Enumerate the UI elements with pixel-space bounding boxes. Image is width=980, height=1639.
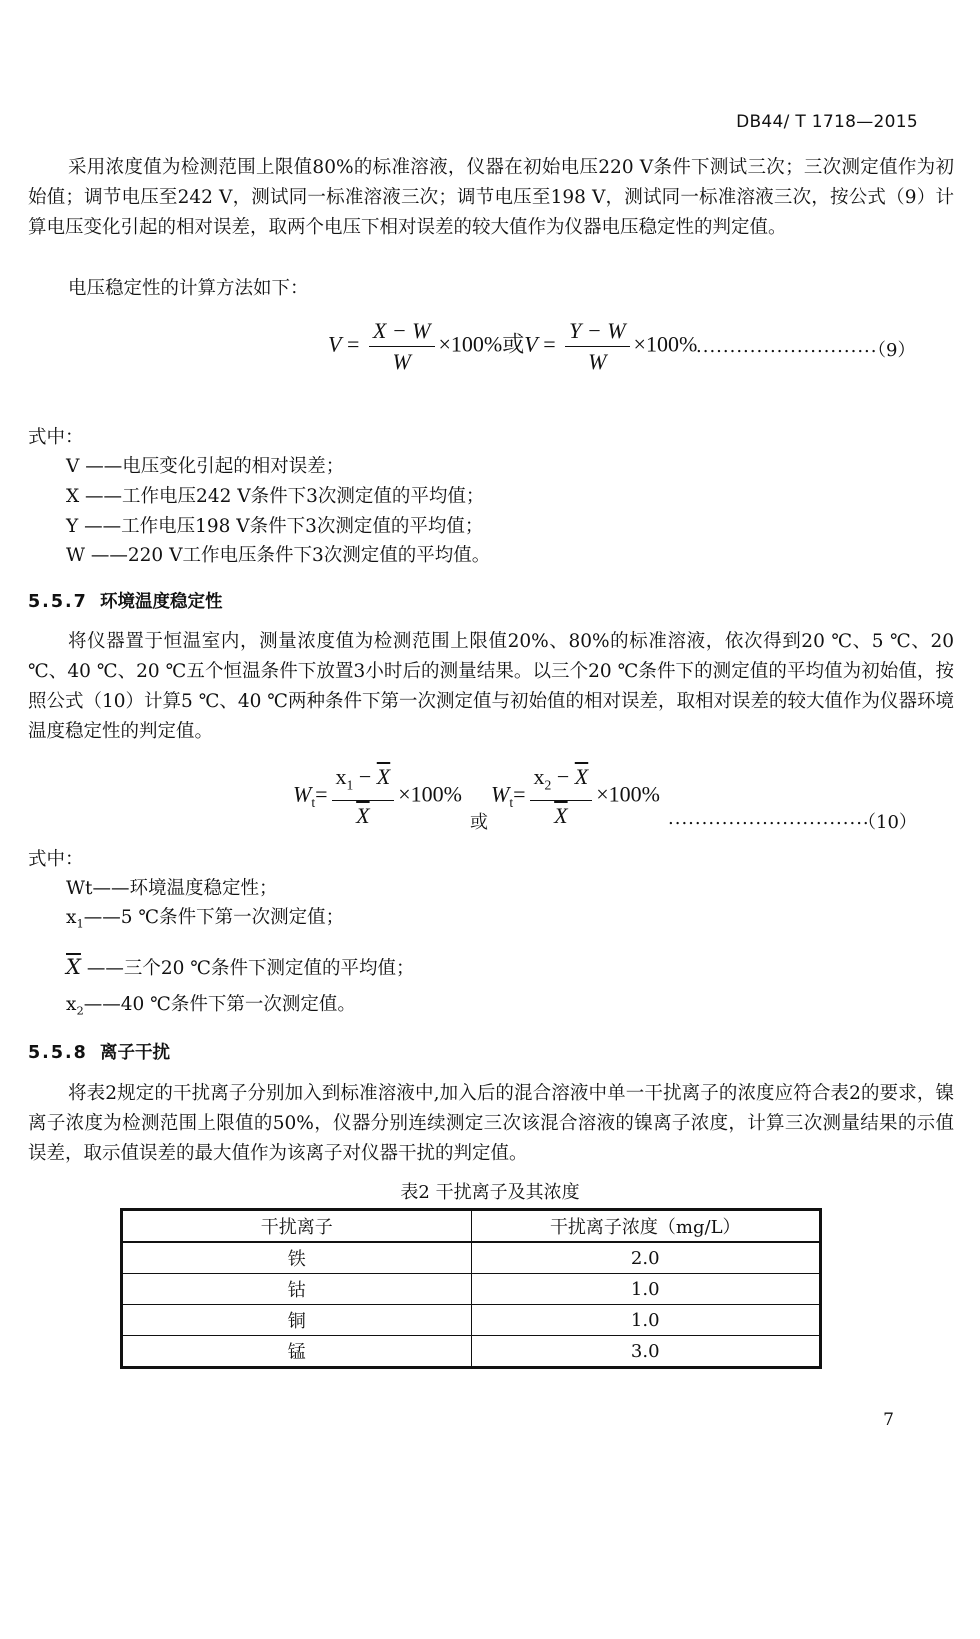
- formula-9-fraction-2: [565, 318, 629, 375]
- formula-9-percent-1: ×100%: [438, 331, 503, 357]
- formula-9-denominator-1: W: [392, 349, 411, 374]
- section-heading-558: [28, 1039, 170, 1064]
- temperature-stability-paragraph: 将仪器置于恒温室内，测量浓度值为检测范围上限值20%、80%的标准溶液，依次得到20 ℃、5 ℃、20 ℃、40 ℃、20 ℃五个恒温条件下放置3小时后的测量结果。以三个20 ℃条件下的测定值的平均值为初始值，按照公式（10）计算5 ℃、40 ℃两种条件下第一次测定值与初始值的相对误差，取相对误差的较大值作为仪器环境温度稳定性的判定值。: [28, 631, 955, 742]
- table-row: [122, 1305, 821, 1336]
- definition-x1: [66, 903, 344, 939]
- section-title-558: 离子干扰: [100, 1043, 170, 1063]
- formula-10-percent-1: ×100%: [398, 781, 462, 807]
- table-cell-ion: 铁: [122, 1242, 472, 1274]
- formula-10-lhs-2: W: [491, 781, 510, 807]
- formula-10-xbar-num-1: $\overline{X}$: [376, 764, 391, 789]
- table-header-concentration: 干扰离子浓度（mg/L）: [471, 1210, 821, 1243]
- definition-x2-text: ——40 ℃条件下第一次测定值。: [83, 994, 356, 1015]
- table-cell-ion: 钴: [122, 1274, 472, 1305]
- formula-10-denominator-1: X: [356, 803, 370, 829]
- interference-ion-table: [120, 1208, 822, 1369]
- formula-10-leader-dots: ..............................: [668, 808, 870, 829]
- definition-v: V ——电压变化引起的相对误差；: [66, 456, 345, 477]
- definition-x2-sub: 2: [76, 1003, 84, 1018]
- formula-10-minus-2: −: [556, 764, 570, 789]
- table-header-ion: 干扰离子: [122, 1210, 472, 1243]
- definition-x2: [66, 990, 356, 1026]
- formula-10-lhs-sub-2: t: [509, 795, 514, 811]
- formula-10-minus-1: −: [358, 764, 372, 789]
- definition-xbar-symbol: $\overline{X}$: [66, 955, 81, 979]
- formula-9-fraction-1: [369, 318, 435, 375]
- table-2-caption: 表2 干扰离子及其浓度: [400, 1182, 580, 1203]
- definition-x: X ——工作电压242 V条件下3次测定值的平均值；: [66, 486, 485, 507]
- page-number: 7: [883, 1410, 894, 1430]
- definition-x2-symbol: x: [66, 994, 77, 1015]
- formula-10: $W_t=$ $\frac{x_1 - \overline{X}}{X}$ ×100%: [293, 764, 462, 829]
- definition-x1-symbol: x: [66, 907, 77, 928]
- formula-9-denominator-2: W: [588, 349, 607, 374]
- definition-xbar-text: ——三个20 ℃条件下测定值的平均值；: [86, 958, 415, 979]
- document-code: DB44/ T 1718—2015: [736, 112, 918, 132]
- definition-xbar: [66, 952, 414, 984]
- formula-10-number: （10）: [858, 812, 917, 833]
- section-number-557: 5.5.7: [28, 592, 88, 612]
- table-cell-concentration: 3.0: [471, 1336, 821, 1368]
- section-number-558: 5.5.8: [28, 1043, 88, 1063]
- formula-10-numerator-2: [530, 764, 593, 801]
- formula-10-xbar-num-2: $\overline{X}$: [574, 764, 589, 789]
- definition-w: W ——220 V工作电压条件下3次测定值的平均值。: [66, 545, 491, 566]
- formula-10-x-var-1: x: [335, 764, 347, 789]
- ion-interference-paragraph: 将表2规定的干扰离子分别加入到标准溶液中,加入后的混合溶液中单一干扰离子的浓度应符合表2的要求，镍离子浓度为检测范围上限值的50%，仪器分别连续测定三次该混合溶液的镍离子浓度，计算三次测量结果的示值误差，取示值误差的最大值作为该离子对仪器干扰的判定值。: [28, 1083, 954, 1164]
- formula-9-leader-dots: ...........................: [696, 336, 878, 357]
- definition-x1-text: ——5 ℃条件下第一次测定值；: [83, 907, 345, 928]
- formula-9-lhs-2: V: [524, 331, 538, 357]
- formula-10-part-2: $W_t=$ $\frac{x_2 - \overline{X}}{X}$ ×100%: [491, 764, 660, 829]
- formula-9-or: 或: [502, 331, 525, 357]
- table-cell-concentration: 1.0: [471, 1305, 821, 1336]
- where-label-10: 式中：: [28, 849, 84, 870]
- formula-9-numerator-2: Y − W: [565, 318, 629, 347]
- formula-10-percent-2: ×100%: [596, 781, 660, 807]
- table-cell-ion: 锰: [122, 1336, 472, 1368]
- formula-9-percent-2: ×100%: [633, 331, 698, 357]
- where-label-9: 式中：: [28, 427, 84, 448]
- formula-10-or: 或: [470, 812, 488, 833]
- voltage-stability-paragraph: 采用浓度值为检测范围上限值80%的标准溶液，仪器在初始电压220 V条件下测试三次；三次测定值作为初始值；调节电压至242 V，测试同一标准溶液三次；调节电压至198 V，测试同一标准溶液三次，按公式（9）计算电压变化引起的相对误差，取两个电压下相对误差的较大值作为仪器电压稳定性的判定值。: [28, 157, 954, 238]
- section-heading-557: [28, 588, 223, 613]
- formula-10-denominator-2: X: [554, 803, 568, 829]
- definition-wt-symbol: Wt: [66, 878, 93, 899]
- formula-10-x-sub-2: 2: [544, 777, 552, 793]
- formula-10-lhs-sub-1: t: [311, 795, 316, 811]
- table-cell-concentration: 2.0: [471, 1242, 821, 1274]
- table-row: [122, 1336, 821, 1368]
- definition-wt-text: ——环境温度稳定性；: [92, 878, 278, 899]
- formula-9-numerator-1: X − W: [369, 318, 435, 347]
- formula-9-number: （9）: [868, 340, 916, 361]
- definition-wt: [66, 874, 277, 904]
- table-cell-concentration: 1.0: [471, 1274, 821, 1305]
- table-header-row: [122, 1210, 821, 1243]
- voltage-method-intro: 电压稳定性的计算方法如下：: [68, 278, 309, 299]
- formula-10-fraction-2: [530, 764, 593, 829]
- definition-x1-sub: 1: [76, 916, 84, 931]
- formula-9-lhs-1: V: [328, 331, 342, 357]
- formula-10-x-sub-1: 1: [346, 777, 354, 793]
- formula-10-fraction-1: [332, 764, 395, 829]
- formula-9: V = $\frac{X - W}{W}$ ×100%或V = $\frac{Y - W}{W}$ ×100%: [328, 318, 698, 374]
- formula-10-x-var-2: x: [533, 764, 545, 789]
- formula-10-lhs-1: W: [293, 781, 312, 807]
- section-title-557: 环境温度稳定性: [100, 592, 223, 612]
- table-cell-ion: 铜: [122, 1305, 472, 1336]
- table-row: [122, 1274, 821, 1305]
- table-row: [122, 1242, 821, 1274]
- definition-y: Y ——工作电压198 V条件下3次测定值的平均值；: [66, 516, 484, 537]
- formula-10-numerator-1: [332, 764, 395, 801]
